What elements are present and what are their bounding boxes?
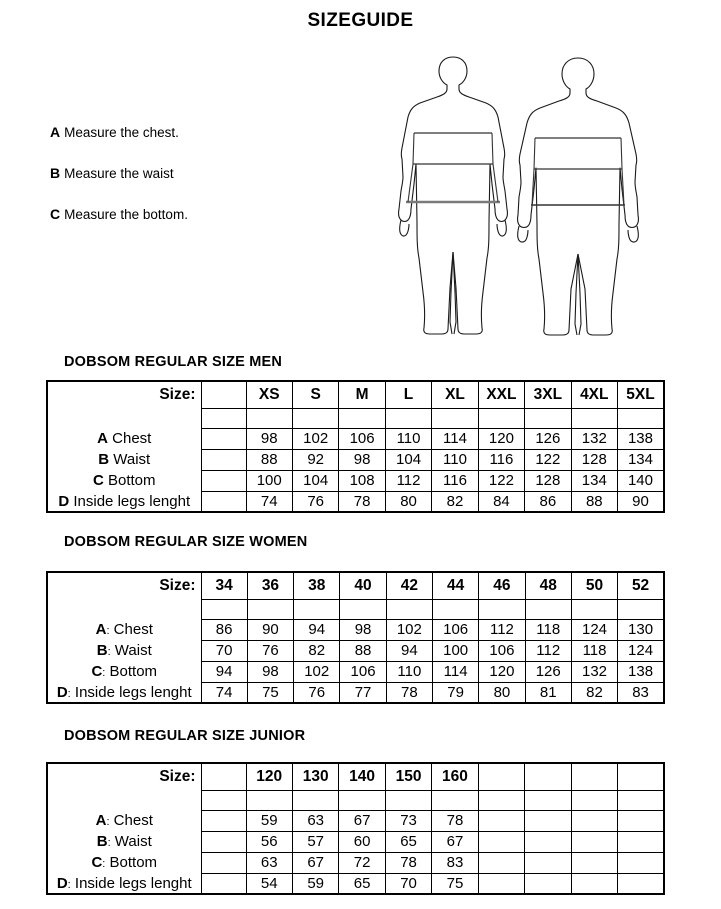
measurement-key: C	[91, 663, 103, 680]
measurement-value-cell	[618, 873, 664, 894]
measurement-value-cell	[478, 852, 524, 873]
blank-cell	[340, 599, 386, 619]
measurement-value-cell	[571, 831, 617, 852]
measurement-value-cell: 90	[247, 619, 293, 640]
measurement-value-cell: 76	[294, 682, 340, 703]
blank-cell	[201, 790, 246, 810]
measurement-value-cell: 83	[618, 682, 664, 703]
measurement-label-cell	[47, 831, 201, 852]
measurement-value-cell	[571, 810, 617, 831]
measurement-value-cell: 116	[478, 449, 524, 470]
measurement-label: Bottom	[103, 472, 156, 489]
measurement-label: Inside legs lenght	[69, 492, 191, 510]
measurement-value-cell: 86	[525, 491, 571, 512]
measurement-value-cell: 98	[246, 428, 292, 449]
table-row	[47, 640, 664, 661]
spacer-cell	[201, 381, 246, 408]
measurement-label: Bottom	[105, 663, 158, 680]
measurement-value-cell: 120	[479, 661, 525, 682]
measurement-separator: :	[67, 878, 71, 891]
size-header-cell: S	[292, 381, 338, 408]
size-table-men-body	[47, 381, 664, 512]
measurement-key: C	[92, 472, 104, 489]
size-table-junior-body	[47, 763, 664, 894]
measurement-value-cell: 126	[525, 661, 571, 682]
measurement-key: B	[98, 451, 110, 468]
section-heading-men: DOBSOM REGULAR SIZE MEN	[64, 354, 283, 370]
measurement-label-cell	[47, 449, 201, 470]
measurement-value-cell: 94	[201, 661, 247, 682]
measurement-label-cell	[47, 661, 201, 682]
measurement-value-cell	[525, 873, 571, 894]
blank-cell	[525, 599, 571, 619]
measurement-key: A	[95, 812, 107, 829]
measurement-key: A	[95, 621, 107, 638]
measurement-value-cell: 63	[292, 810, 338, 831]
blank-cell	[292, 408, 338, 428]
measurement-value-cell: 82	[571, 682, 617, 703]
size-header-cell: 46	[479, 572, 525, 599]
measurement-value-cell	[618, 810, 664, 831]
measurement-value-cell: 122	[525, 449, 571, 470]
blank-cell	[525, 408, 571, 428]
blank-cell	[292, 790, 338, 810]
measurement-value-cell: 76	[247, 640, 293, 661]
blank-label-cell	[47, 790, 201, 810]
measurement-label-cell	[47, 491, 201, 512]
size-table-header-row	[47, 763, 664, 790]
measurement-key: C	[91, 854, 103, 871]
blank-cell	[618, 790, 664, 810]
measurement-value-cell: 114	[432, 428, 478, 449]
measurement-value-cell: 86	[201, 619, 247, 640]
size-table-header-row	[47, 381, 664, 408]
blank-cell	[478, 408, 524, 428]
measurement-label: Waist	[109, 451, 151, 468]
measurement-value-cell: 76	[292, 491, 338, 512]
measurement-value-cell: 82	[294, 640, 340, 661]
measurement-key: B	[96, 833, 108, 850]
measurement-value-cell	[478, 831, 524, 852]
measurement-label: Inside legs lenght	[70, 874, 192, 892]
size-table-header-row	[47, 572, 664, 599]
legend-text-b: Measure the waist	[64, 166, 174, 181]
measurement-label-cell	[47, 852, 201, 873]
measurement-value-cell: 100	[246, 470, 292, 491]
table-row	[47, 852, 664, 873]
measurement-label: Bottom	[105, 854, 158, 871]
blank-cell	[618, 599, 664, 619]
measurement-value-cell: 83	[432, 852, 478, 873]
blank-cell	[478, 790, 524, 810]
size-table-blank-row	[47, 599, 664, 619]
measurement-value-cell: 94	[386, 640, 432, 661]
measurement-value-cell	[618, 852, 664, 873]
size-table-men	[46, 380, 665, 513]
size-header-cell: 4XL	[571, 381, 617, 408]
size-header-cell: 130	[292, 763, 338, 790]
table-row	[47, 831, 664, 852]
size-header-cell: M	[339, 381, 385, 408]
measurement-value-cell: 79	[432, 682, 478, 703]
measurement-value-cell	[618, 831, 664, 852]
measurement-value-cell: 75	[432, 873, 478, 894]
size-header-cell: 150	[385, 763, 431, 790]
measurement-value-cell: 70	[201, 640, 247, 661]
size-table-women-body	[47, 572, 664, 703]
size-header-cell: 5XL	[618, 381, 664, 408]
blank-cell	[339, 790, 385, 810]
measurement-label-cell	[47, 810, 201, 831]
measurement-value-cell: 78	[385, 852, 431, 873]
table-row	[47, 682, 664, 703]
measurement-value-cell: 130	[618, 619, 664, 640]
measurement-value-cell: 134	[618, 449, 664, 470]
body-figures	[398, 52, 678, 337]
measurement-separator: :	[107, 837, 111, 849]
spacer-cell	[201, 449, 246, 470]
table-row	[47, 449, 664, 470]
measurement-value-cell: 122	[478, 470, 524, 491]
measurement-key: D	[56, 683, 68, 701]
legend-text-a: Measure the chest.	[64, 125, 179, 140]
measurement-value-cell: 112	[479, 619, 525, 640]
size-table-junior	[46, 762, 665, 895]
spacer-cell	[201, 763, 246, 790]
measurement-label: Inside legs lenght	[70, 683, 192, 701]
size-table-women	[46, 571, 665, 704]
measurement-value-cell: 106	[432, 619, 478, 640]
measurement-label: Waist	[110, 833, 152, 850]
measurement-value-cell: 57	[292, 831, 338, 852]
measurement-value-cell: 78	[339, 491, 385, 512]
blank-label-cell	[47, 408, 201, 428]
measurement-label: Waist	[110, 642, 152, 659]
blank-cell	[294, 599, 340, 619]
measurement-value-cell: 132	[571, 661, 617, 682]
measurement-value-cell: 118	[525, 619, 571, 640]
measurement-value-cell: 90	[618, 491, 664, 512]
measurement-value-cell: 102	[292, 428, 338, 449]
measurement-value-cell: 74	[246, 491, 292, 512]
blank-cell	[247, 599, 293, 619]
table-row	[47, 491, 664, 512]
measurement-label-cell	[47, 470, 201, 491]
measurement-value-cell: 114	[432, 661, 478, 682]
measurement-value-cell: 65	[339, 873, 385, 894]
size-label-cell: Size:	[47, 572, 201, 599]
blank-cell	[432, 599, 478, 619]
measurement-key: D	[56, 874, 68, 892]
measurement-value-cell: 112	[385, 470, 431, 491]
measurement-value-cell	[478, 810, 524, 831]
measurement-key: D	[58, 492, 70, 510]
measurement-value-cell: 124	[571, 619, 617, 640]
spacer-cell	[201, 852, 246, 873]
measurement-label-cell	[47, 682, 201, 703]
measurement-value-cell: 106	[340, 661, 386, 682]
legend-key-b: B	[50, 165, 61, 181]
size-header-cell: 140	[339, 763, 385, 790]
size-header-cell: L	[385, 381, 431, 408]
blank-cell	[618, 408, 664, 428]
measurement-value-cell: 138	[618, 428, 664, 449]
size-header-cell: XS	[246, 381, 292, 408]
size-header-cell: 40	[340, 572, 386, 599]
measurement-value-cell	[571, 852, 617, 873]
legend-key-c: C	[50, 206, 61, 222]
table-row	[47, 661, 664, 682]
measurement-value-cell: 124	[618, 640, 664, 661]
measurement-value-cell: 92	[292, 449, 338, 470]
measurement-value-cell: 104	[385, 449, 431, 470]
measurement-value-cell: 56	[246, 831, 292, 852]
size-header-cell	[618, 763, 664, 790]
blank-cell	[432, 408, 478, 428]
spacer-cell	[201, 810, 246, 831]
measurement-label: Chest	[109, 621, 153, 638]
measurement-value-cell: 84	[478, 491, 524, 512]
blank-cell	[385, 790, 431, 810]
measurement-value-cell: 98	[339, 449, 385, 470]
measurement-value-cell: 140	[618, 470, 664, 491]
blank-cell	[385, 408, 431, 428]
measurement-label-cell	[47, 428, 201, 449]
measurement-value-cell: 75	[247, 682, 293, 703]
measurement-value-cell: 59	[246, 810, 292, 831]
blank-label-cell	[47, 599, 201, 619]
spacer-cell	[201, 491, 246, 512]
measurement-value-cell: 67	[292, 852, 338, 873]
measurement-value-cell: 82	[432, 491, 478, 512]
blank-cell	[201, 599, 247, 619]
table-row	[47, 428, 664, 449]
size-header-cell: 50	[571, 572, 617, 599]
size-header-cell: XXL	[478, 381, 524, 408]
measurement-value-cell	[571, 873, 617, 894]
measurement-value-cell: 88	[246, 449, 292, 470]
measurement-value-cell: 80	[385, 491, 431, 512]
measurement-value-cell	[525, 831, 571, 852]
section-heading-junior: DOBSOM REGULAR SIZE JUNIOR	[64, 728, 306, 744]
spacer-cell	[201, 470, 246, 491]
measurement-value-cell: 67	[339, 810, 385, 831]
table-row	[47, 619, 664, 640]
page-title: SIZEGUIDE	[307, 10, 414, 31]
measurement-value-cell: 65	[385, 831, 431, 852]
size-table-blank-row	[47, 790, 664, 810]
measurement-value-cell: 112	[525, 640, 571, 661]
legend-key-a: A	[50, 124, 61, 140]
size-header-cell: 34	[201, 572, 247, 599]
measurement-value-cell: 128	[525, 470, 571, 491]
size-header-cell	[478, 763, 524, 790]
measurement-value-cell: 132	[571, 428, 617, 449]
size-header-cell: XL	[432, 381, 478, 408]
spacer-cell	[201, 428, 246, 449]
blank-cell	[246, 790, 292, 810]
size-header-cell: 44	[432, 572, 478, 599]
spacer-cell	[201, 873, 246, 894]
size-header-cell	[525, 763, 571, 790]
measurement-label: Chest	[109, 812, 153, 829]
measurement-value-cell: 118	[571, 640, 617, 661]
measurement-value-cell: 70	[385, 873, 431, 894]
legend-text-c: Measure the bottom.	[64, 207, 188, 222]
blank-cell	[246, 408, 292, 428]
measurement-separator: :	[106, 625, 110, 637]
measurement-value-cell: 126	[525, 428, 571, 449]
measurement-value-cell: 110	[432, 449, 478, 470]
measurement-value-cell: 102	[294, 661, 340, 682]
measurement-value-cell: 81	[525, 682, 571, 703]
measurement-value-cell: 78	[432, 810, 478, 831]
size-header-cell: 160	[432, 763, 478, 790]
blank-cell	[386, 599, 432, 619]
size-table-blank-row	[47, 408, 664, 428]
measurement-separator: :	[106, 816, 110, 828]
measurement-value-cell: 108	[339, 470, 385, 491]
size-header-cell: 42	[386, 572, 432, 599]
measurement-value-cell: 100	[432, 640, 478, 661]
measurement-value-cell: 80	[479, 682, 525, 703]
measurement-value-cell: 98	[247, 661, 293, 682]
table-row	[47, 810, 664, 831]
measurement-value-cell: 72	[339, 852, 385, 873]
measurement-value-cell	[525, 810, 571, 831]
size-header-cell	[571, 763, 617, 790]
measurement-value-cell: 110	[386, 661, 432, 682]
measurement-value-cell: 110	[385, 428, 431, 449]
back-body-figure-icon	[516, 52, 646, 337]
blank-cell	[201, 408, 246, 428]
blank-cell	[432, 790, 478, 810]
legend-item-c	[50, 206, 350, 247]
measurement-label-cell	[47, 619, 201, 640]
legend-item-b	[50, 165, 350, 206]
blank-cell	[525, 790, 571, 810]
size-header-cell: 52	[618, 572, 664, 599]
front-body-figure-icon	[398, 52, 528, 337]
measurement-value-cell: 88	[340, 640, 386, 661]
measurement-value-cell: 94	[294, 619, 340, 640]
size-header-cell: 3XL	[525, 381, 571, 408]
measurement-label-cell	[47, 640, 201, 661]
measurement-value-cell: 104	[292, 470, 338, 491]
blank-cell	[571, 790, 617, 810]
measurement-separator: :	[107, 646, 111, 658]
measurement-value-cell: 116	[432, 470, 478, 491]
measurement-value-cell: 102	[386, 619, 432, 640]
measurement-key: A	[97, 430, 108, 447]
size-header-cell: 36	[247, 572, 293, 599]
table-row	[47, 873, 664, 894]
measurement-value-cell: 60	[339, 831, 385, 852]
measurement-value-cell: 106	[479, 640, 525, 661]
measurement-separator: :	[102, 667, 106, 679]
measurement-label-cell	[47, 873, 201, 894]
size-label-cell: Size:	[47, 763, 201, 790]
blank-cell	[479, 599, 525, 619]
measurement-value-cell: 63	[246, 852, 292, 873]
measurement-value-cell: 78	[386, 682, 432, 703]
measurement-value-cell: 138	[618, 661, 664, 682]
measurement-value-cell: 128	[571, 449, 617, 470]
spacer-cell	[201, 831, 246, 852]
measurement-separator: :	[67, 687, 71, 700]
measurement-value-cell	[478, 873, 524, 894]
measurement-value-cell: 88	[571, 491, 617, 512]
measurement-value-cell	[525, 852, 571, 873]
measurement-value-cell: 106	[339, 428, 385, 449]
section-heading-women: DOBSOM REGULAR SIZE WOMEN	[64, 534, 308, 550]
measurement-value-cell: 54	[246, 873, 292, 894]
size-header-cell: 120	[246, 763, 292, 790]
measurement-value-cell: 134	[571, 470, 617, 491]
blank-cell	[571, 599, 617, 619]
measurement-value-cell: 73	[385, 810, 431, 831]
table-row	[47, 470, 664, 491]
legend-item-a	[50, 124, 350, 165]
measurement-value-cell: 77	[340, 682, 386, 703]
measurement-value-cell: 120	[478, 428, 524, 449]
size-header-cell: 48	[525, 572, 571, 599]
measurement-separator: :	[102, 858, 106, 870]
size-label-cell: Size:	[47, 381, 201, 408]
size-header-cell: 38	[294, 572, 340, 599]
blank-cell	[571, 408, 617, 428]
blank-cell	[339, 408, 385, 428]
measurement-value-cell: 67	[432, 831, 478, 852]
measurement-label: Chest	[107, 430, 152, 447]
measurement-value-cell: 74	[201, 682, 247, 703]
measurement-value-cell: 59	[292, 873, 338, 894]
measurement-key: B	[96, 642, 108, 659]
measurement-legend	[50, 124, 350, 247]
measurement-value-cell: 98	[340, 619, 386, 640]
